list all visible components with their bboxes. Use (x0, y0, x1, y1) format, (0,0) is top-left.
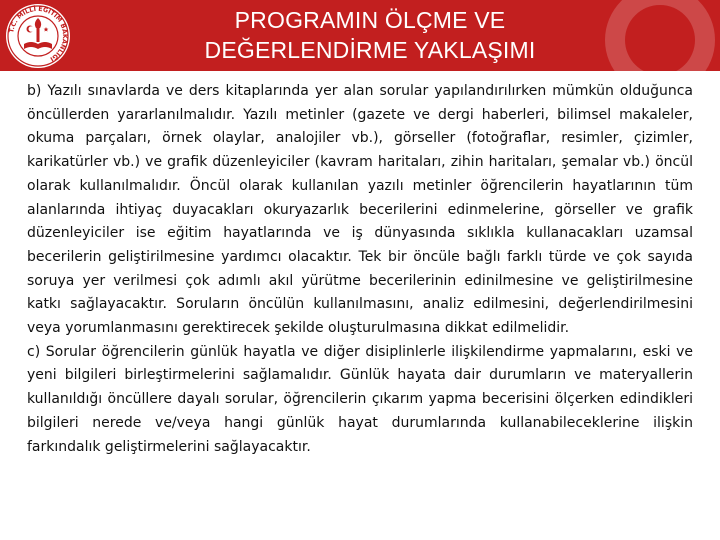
paragraph-b: b) Yazılı sınavlarda ve ders kitaplarında yer alan sorular yapılandırılırken mümkün olduğunca öncüllerden yararlanılmalıdır. Yazılı metinler (gazete ve dergi haberleri, bilimsel makaleler, okuma parçaları, örnek olaylar, analojiler vb.), görseller (fotoğraflar, resimler, çizimler, karikatürler vb.) ve grafik düzenleyiciler (kavram haritaları, zihin haritaları, şemalar vb.) öncül olarak kullanılmalıdır. Öncül olarak kullanılan yazılı metinler öğrencilerin hayatlarının tüm alanlarında ihtiyaç duyacakları okuryazarlık becerilerini edinmelerine, görseller ve grafik düzenleyiciler ise eğitim hayatlarında ve iş dünyasında sıklıkla kullanacakları uzamsal becerilerin geliştirilmesine yardımcı olacaktır. Tek bir öncüle bağlı farklı türde ve çok sayıda soruya yer verilmesi çok adımlı akıl yürütme becerilerinin edinilmesine ve geliştirilmesine katkı sağlayacaktır. Soruların öncülün kullanılmasını, analiz edilmesini, değerlendirilmesini veya yorumlanmasını gerektirecek şekilde oluşturulmasına dikkat edilmelidir. (27, 83, 693, 337)
body-text (27, 80, 693, 459)
page-title-line-1: PROGRAMIN ÖLÇME VE (234, 7, 506, 33)
title-banner (0, 0, 720, 71)
page-title (90, 5, 650, 65)
meb-emblem-icon (4, 2, 72, 70)
page-title-line-2: DEĞERLENDİRME YAKLAŞIMI (204, 37, 536, 63)
paragraph-c: c) Sorular öğrencilerin günlük hayatla ve diğer disiplinlerle ilişkilendirme yapmalarını, eski ve yeni bilgileri birleştirmelerini sağlamalıdır. Günlük hayata dair durumların ve materyallerin kullanıldığı öncüllere dayalı sorular, öğrencilerin çıkarım yapma becerisini ölçerken edindikleri bilgileri nerede ve/veya hangi günlük hayat durumlarında kullanabileceklerine ilişkin farkındalık geliştirmelerini sağlayacaktır. (27, 343, 693, 455)
logo-ring-text: T.C. MİLLÎ EĞİTİM BAKANLIĞI (8, 5, 69, 63)
